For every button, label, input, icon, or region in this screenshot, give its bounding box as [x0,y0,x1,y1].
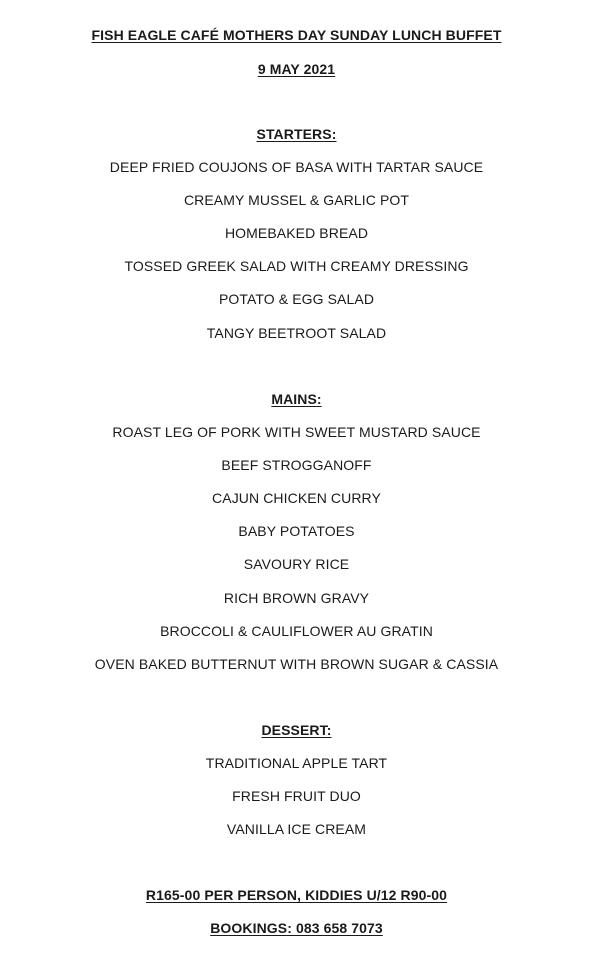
main-item: BABY POTATOES [238,523,355,539]
main-item: OVEN BAKED BUTTERNUT WITH BROWN SUGAR & CASSIA [94,656,499,672]
main-item: ROAST LEG OF PORK WITH SWEET MUSTARD SAUCE [112,424,481,440]
starter-item: POTATO & EGG SALAD [218,291,375,307]
starter-item: TANGY BEETROOT SALAD [206,325,387,341]
starter-item: TOSSED GREEK SALAD WITH CREAMY DRESSING [124,258,469,274]
main-item: BEEF STROGGANOFF [221,457,372,473]
main-item: BROCCOLI & CAULIFLOWER AU GRATIN [160,623,433,639]
dessert-item: FRESH FRUIT DUO [232,788,361,804]
price-line: R165-00 PER PERSON, KIDDIES U/12 R90-00 [145,887,448,903]
dessert-item: VANILLA ICE CREAM [226,821,367,837]
menu-date: 9 MAY 2021 [257,61,336,77]
main-item: SAVOURY RICE [243,556,350,572]
main-item: CAJUN CHICKEN CURRY [212,490,381,506]
starter-item: DEEP FRIED COUJONS OF BASA WITH TARTAR SAUCE [109,159,484,175]
main-item: RICH BROWN GRAVY [223,590,370,606]
starters-heading: STARTERS: [256,126,337,142]
dessert-heading: DESSERT: [261,722,332,738]
mains-heading: MAINS: [271,391,322,407]
starter-item: CREAMY MUSSEL & GARLIC POT [183,192,410,208]
bookings-line: BOOKINGS: 083 658 7073 [210,920,383,936]
dessert-item: TRADITIONAL APPLE TART [205,755,388,771]
menu-title: FISH EAGLE CAFÉ MOTHERS DAY SUNDAY LUNCH BUFFET [91,27,502,43]
starter-item: HOMEBAKED BREAD [224,225,369,241]
